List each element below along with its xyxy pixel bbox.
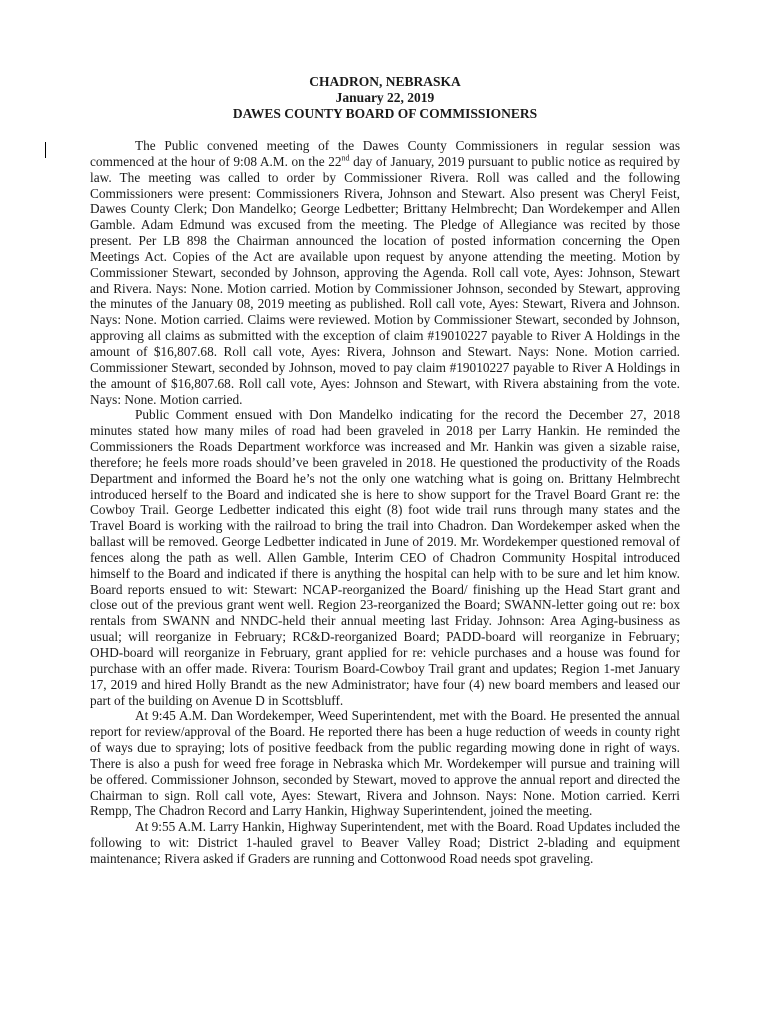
paragraph-opening-part1: The Public convened meeting of the Dawes County Commissioners in regular session was commenced at the hour of 9:08 A.M. on the 22 bbox=[90, 138, 680, 169]
document-page bbox=[90, 74, 680, 867]
header-date: January 22, 2019 bbox=[335, 90, 435, 105]
ordinal-suffix: nd bbox=[341, 153, 350, 163]
paragraph-public-comment: Public Comment ensued with Don Mandelko indicating for the record the December 27, 2018 minutes stated how many miles of road had been graveled in 2018 per Larry Hankin. He reminded the Commissioners the Roads Department workforce was increased and Mr. Hankin was given a sizable raise, therefore; he feels more roads should’ve been graveled in 2018. He questioned the productivity of the Roads Department and informed the Board he’s not the only one watching what is going on. Brittany Helmbrecht introduced herself to the Board and indicated she is here to show support for the Travel Board Grant re: the Cowboy Trail. George Ledbetter indicated this eight (8) foot wide trail runs through many states and the Travel Board is working with the railroad to bring the trail into Chadron. Dan Wordekemper asked when the ballast will be removed. George Ledbetter indicated in June of 2019. Mr. Wordekemper questioned removal of fences along the path as well. Allen Gamble, Interim CEO of Chadron Community Hospital introduced himself to the Board and indicated if there is anything the hospital can help with to be sure and let him know. Board reports ensued to wit: Stewart: NCAP-reorganized the Board/ finishing up the Head Start grant and close out of the previous grant went well. Region 23-reorganized the Board; SWANN-letter going out re: box rentals from SWANN and NNDC-held their annual meeting last Friday. Johnson: Area Aging-business as usual; will reorganize in February; RC&D-reorganized Board; PADD-board will reorganize in February; OHD-board will reorganize in February, grant applied for re: vehicle purchases and a house was found for purchase with an offer made. Rivera: Tourism Board-Cowboy Trail grant and updates; Region 1-met January 17, 2019 and hired Holly Brandt as the new Administrator; have four (4) new board members and leased our part of the building on Avenue D in Scottsbluff. bbox=[90, 407, 680, 708]
paragraph-opening bbox=[90, 138, 680, 407]
paragraph-weed-superintendent: At 9:45 A.M. Dan Wordekemper, Weed Superintendent, met with the Board. He presented the annual report for review/approval of the Board. He reported there has been a huge reduction of weeds in county right of ways due to spraying; lots of positive feedback from the public regarding mowing done in right of ways. There is also a push for weed free forage in Nebraska which Mr. Wordekemper will pursue and training will be offered. Commissioner Johnson, seconded by Stewart, moved to approve the annual report and directed the Chairman to sign. Roll call vote, Ayes: Stewart, Rivera and Johnson. Nays: None. Motion carried. Kerri Rempp, The Chadron Record and Larry Hankin, Highway Superintendent, joined the meeting. bbox=[90, 708, 680, 819]
paragraph-highway-superintendent: At 9:55 A.M. Larry Hankin, Highway Superintendent, met with the Board. Road Updates included the following to wit: District 1-hauled gravel to Beaver Valley Road; District 2-blading and equipment maintenance; Rivera asked if Graders are running and Cottonwood Road needs spot graveling. bbox=[90, 819, 680, 866]
paragraph-opening-part2: day of January, 2019 pursuant to public notice as required by law. The meeting was called to order by Commissioner Rivera. Roll was called and the following Commissioners were present: Commissioners Rivera, Johnson and Stewart. Also present was Cheryl Feist, Dawes County Clerk; Don Mandelko; George Ledbetter; Brittany Helmbrecht; Dan Wordekemper and Allen Gamble. Adam Edmund was excused from the meeting. The Pledge of Allegiance was recited by those present. Per LB 898 the Chairman announced the location of posted information concerning the Open Meetings Act. Copies of the Act are available upon request by anyone attending the meeting. Motion by Commissioner Stewart, seconded by Johnson, approving the Agenda. Roll call vote, Ayes: Johnson, Stewart and Rivera. Nays: None. Motion carried. Motion by Commissioner Johnson, seconded by Stewart, approving the minutes of the January 08, 2019 meeting as published. Roll call vote, Ayes: Stewart, Rivera and Johnson. Nays: None. Motion carried. Claims were reviewed. Motion by Commissioner Stewart, seconded by Johnson, approving all claims as submitted with the exception of claim #19010227 payable to River A Holdings in the amount of $16,807.68. Roll call vote, Ayes: Rivera, Johnson and Stewart. Nays: None. Motion carried. Commissioner Stewart, seconded by Johnson, moved to pay claim #19010227 payable to River A Holdings in the amount of $16,807.68. Roll call vote, Ayes: Johnson and Stewart, with Rivera abstaining from the vote. Nays: None. Motion carried. bbox=[90, 153, 681, 407]
document-header bbox=[90, 74, 680, 122]
header-board-title: DAWES COUNTY BOARD OF COMMISSIONERS bbox=[232, 106, 538, 121]
document-body bbox=[90, 138, 680, 867]
header-location: CHADRON, NEBRASKA bbox=[309, 74, 461, 89]
text-cursor bbox=[45, 142, 46, 158]
